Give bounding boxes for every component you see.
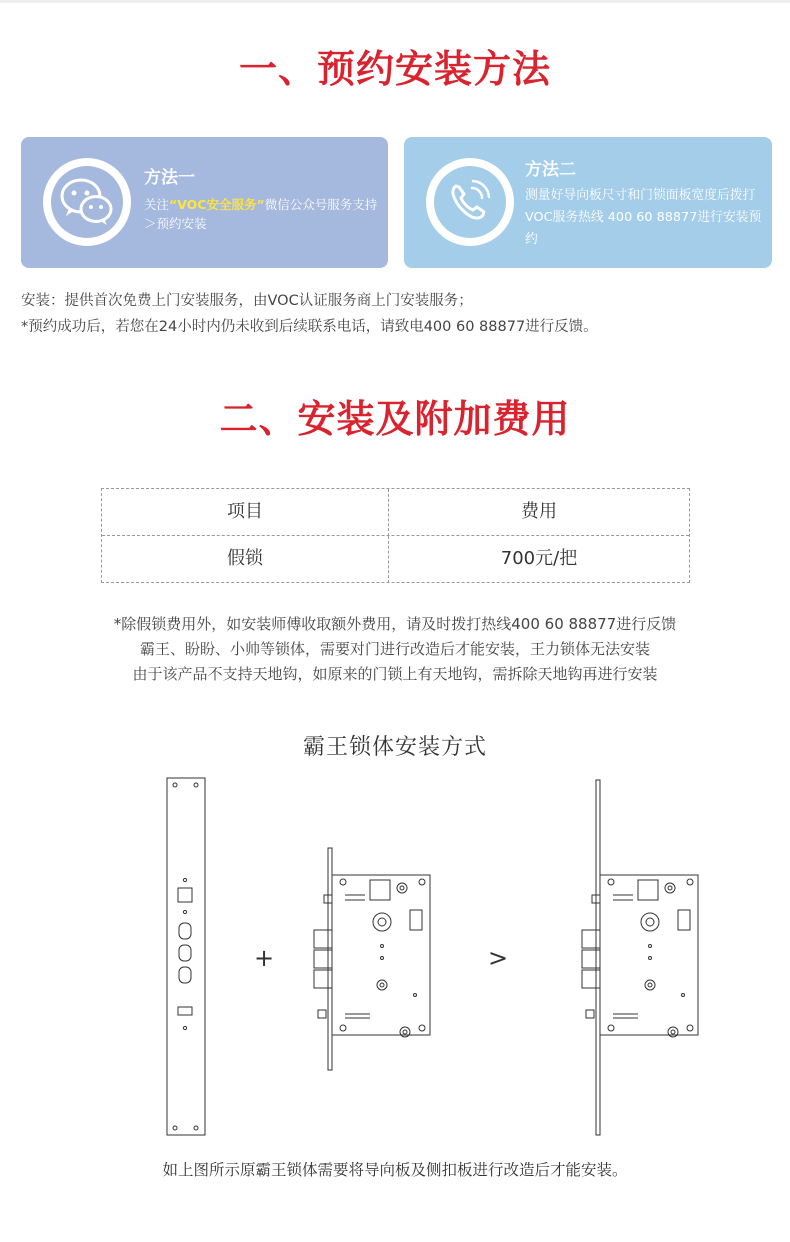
method-one-text [144,195,384,233]
method-one-text-before: 关注 [144,197,170,212]
table-cell-item: 假锁 [102,536,389,583]
table-header-cost: 费用 [521,501,557,522]
method-two-title: 方法二 [525,160,576,180]
diagram-title: 霸王锁体安装方式 [302,735,487,760]
top-divider [0,0,790,3]
table-header-row [102,489,689,536]
method-one-text-after: 微信公众号服务支持＞预约安装 [144,197,378,231]
method-one-title: 方法一 [144,168,195,188]
method-one-card [21,137,388,268]
plus-sign: + [253,944,275,972]
lock-installation-diagram [150,770,710,1145]
feedback-note: *预约成功后，若您在24小时内仍未收到后续联系电话，请致电400 60 88877进行反馈。 [21,319,598,335]
fee-note-hooks: 由于该产品不支持天地钩，如原来的门锁上有天地钩，需拆除天地钩再进行安装 [132,665,658,683]
modified-lock-drawing [582,780,698,1135]
fee-table [101,488,690,583]
method-two-card [404,137,772,268]
booking-notes [21,288,781,340]
wechat-icon [43,158,131,246]
section-title-fees: 二、安装及附加费用 [219,397,571,441]
result-arrow: > [487,944,509,972]
fee-note-lock-body: 霸王、盼盼、小帅等锁体，需要对门进行改造后才能安装，王力锁体无法安装 [139,640,650,658]
table-row [102,536,689,583]
lock-body-drawing [314,848,430,1070]
diagram-caption: 如上图所示原霸王锁体需要将导向板及侧扣板进行改造后才能安装。 [162,1161,628,1179]
table-cell-cost: 700元/把 [500,548,578,569]
section-title-booking: 一、预约安装方法 [238,47,551,91]
install-note: 安装：提供首次免费上门安装服务，由VOC认证服务商上门安装服务； [21,293,473,309]
fee-note-extra-charge: *除假锁费用外，如安装师傅收取额外费用，请及时拨打热线400 60 88877进行反馈 [113,615,677,633]
phone-icon [426,158,514,246]
voc-service-highlight: “VOC安全服务” [169,197,265,212]
table-header-item: 项目 [102,489,389,536]
fee-notes [0,612,790,687]
method-two-text: 测量好导向板尺寸和门锁面板宽度后拨打VOC服务热线 400 60 88877进行安装预约 [525,188,762,247]
guide-plate-drawing [167,778,205,1135]
